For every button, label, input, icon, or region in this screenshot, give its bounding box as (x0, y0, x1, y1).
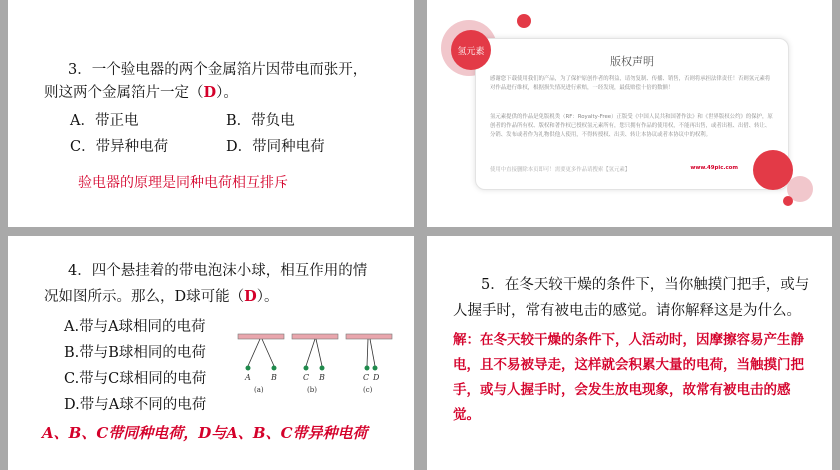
caption-c: (c) (363, 386, 373, 394)
question-3-line-1: 3．一个验电器的两个金属箔片因带电而张开， (68, 62, 368, 78)
question-5-line-1: 5．在冬天较干燥的条件下，当你触摸门把手，或与 (481, 277, 810, 293)
ball-a (246, 366, 251, 371)
option-c: C.带与C球相同的电荷 (64, 371, 207, 387)
copyright-paragraph-2: 氢元素提供的作品是免版税类（RF：Royalty-Free）正版受《中国人民共和国著作法》和《世界版权公约》的保护，原创者的作品所有权、版权和著作权已授权氢元素所有，您只拥有作品的使用权，不能再出售，或者出租、出借、转让、分销、发布或者作为礼物供他人使用，不得转授权、出卖、转让本协议或者本协议中的权利。 (490, 114, 773, 138)
support-bar-c (346, 334, 392, 339)
slide-question-5 (427, 236, 832, 470)
option-a: A．带正电 (70, 113, 139, 129)
question-3-line-2 (44, 80, 238, 106)
copyright-url[interactable]: www.49pic.com (690, 165, 738, 171)
label-b: B (271, 373, 277, 382)
option-b: B.带与B球相同的电荷 (64, 345, 206, 361)
question-4-close: ）。 (256, 289, 279, 305)
slide-question-4 (8, 236, 414, 470)
support-bar-b (292, 334, 338, 339)
decor-circle-bottom-small (783, 196, 793, 206)
decor-circle-small-top (517, 14, 531, 28)
question-4-line-2 (44, 284, 278, 310)
ball-b2 (320, 366, 325, 371)
label-c: C (303, 373, 310, 382)
diagram-group-a (238, 334, 284, 394)
explanation-4: A、B、C带同种电荷，D与A、B、C带异种电荷 (42, 424, 368, 442)
question-4-answer: D (244, 288, 257, 305)
label-c-2: C (363, 373, 370, 382)
label-d: D (373, 373, 380, 382)
support-bar-a (238, 334, 284, 339)
explanation-3: 验电器的原理是同种电荷相互排斥 (78, 175, 288, 191)
diagram-group-b (292, 334, 338, 394)
copyright-card (475, 38, 789, 190)
solution-5: 解：在冬天较干燥的条件下，人活动时，因摩擦容易产生静电，且不易被导走，这样就会积累大量的电荷，当触摸门把手，或与人握手时，会发生放电现象，故常有被电击的感觉。 (453, 332, 804, 423)
copyright-paragraph-1: 感谢您下载使用我们的产品，为了保护原创作者的利益，请勿复制、传播、销售，否则将承担法律责任！否则氢元素将对作品进行维权，根据损失情况进行索赔，一经发现，最低赔偿十倍的数额！ (490, 76, 771, 91)
option-b: B．带负电 (226, 113, 295, 129)
question-3-close: ）。 (216, 85, 238, 101)
diagram-group-c (346, 334, 392, 394)
ball-c (304, 366, 309, 371)
question-3-answer: D (203, 84, 217, 101)
option-c: C．带异种电荷 (70, 139, 169, 155)
thread-c-left (367, 339, 368, 366)
brand-logo: 氢元素 (451, 30, 491, 70)
question-4-line-1: 4．四个悬挂着的带电泡沫小球，相互作用的情 (68, 263, 368, 279)
thread-b-right (316, 339, 322, 366)
question-4-text: 况如图所示。那么，D球可能（ (44, 289, 245, 305)
caption-b: (b) (307, 386, 317, 394)
copyright-footer: 使用中直接删除本页即可！需要更多作品请搜索【氢元素】 (490, 167, 631, 173)
ball-d (373, 366, 378, 371)
slide-question-3 (8, 0, 414, 227)
copyright-title: 版权声明 (610, 55, 654, 68)
thread-c-right (370, 339, 375, 366)
label-b-2: B (319, 373, 325, 382)
option-d: D．带同种电荷 (226, 139, 325, 155)
label-a: A (245, 373, 251, 382)
caption-a: (a) (254, 386, 264, 394)
thread-a-left (248, 339, 260, 366)
slide-copyright (427, 0, 832, 227)
question-5-line-2: 人握手时，常有被电击的感觉。请你解释这是为什么。 (453, 303, 801, 319)
thread-a-right (262, 339, 274, 366)
option-a: A.带与A球相同的电荷 (64, 319, 206, 335)
ball-c2 (365, 366, 370, 371)
pendulum-diagram (236, 332, 396, 402)
option-d: D.带与A球不同的电荷 (64, 397, 207, 413)
thread-b-left (306, 339, 315, 366)
question-3-text: 则这两个金属箔片一定（ (44, 85, 204, 101)
ball-b (272, 366, 277, 371)
